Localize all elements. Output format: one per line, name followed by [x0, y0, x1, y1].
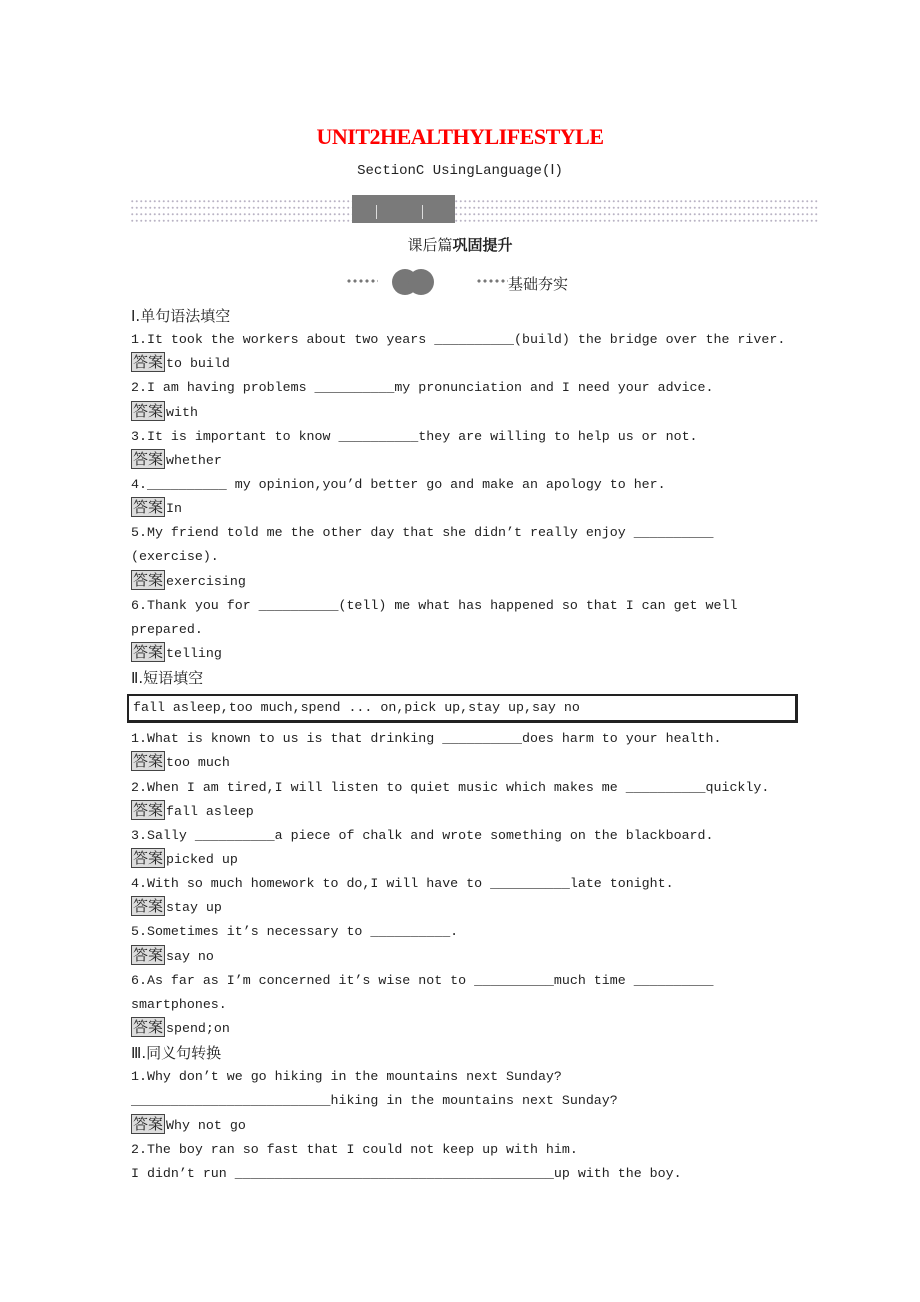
answer-text: In — [166, 501, 182, 517]
question-line: 3.It is important to know __________they are willing to help us or not. — [131, 428, 698, 444]
answer-line — [131, 401, 811, 425]
phrase-box: fall asleep,too much,spend ... on,pick up,stay up,say no — [127, 694, 798, 723]
answer-tag: 答案 — [133, 945, 164, 964]
answer-line — [131, 896, 811, 920]
question-line: 2.When I am tired,I will listen to quiet music which makes me __________quickly. — [131, 779, 770, 795]
answer-line — [131, 1017, 811, 1041]
answer-line — [131, 751, 811, 775]
question-line: smartphones. — [131, 996, 227, 1012]
answer-text: spend;on — [166, 1020, 230, 1036]
dots-icon — [476, 279, 508, 283]
exercise-content — [131, 304, 811, 1186]
answer-tag: 答案 — [133, 1017, 164, 1036]
answer-tag: 答案 — [133, 848, 164, 867]
answer-text: picked up — [166, 851, 238, 867]
after-class-prefix: 课后篇 — [407, 236, 453, 254]
question-line: 6.Thank you for __________(tell) me what has happened so that I can get well — [131, 597, 738, 613]
basic-badge — [346, 266, 646, 296]
section-heading: Ⅱ.短语填空 — [131, 669, 204, 688]
question-line: 2.I am having problems __________my pronunciation and I need your advice. — [131, 380, 714, 396]
answer-line — [131, 800, 811, 824]
answer-line — [131, 497, 811, 521]
decorative-dot-band — [130, 198, 818, 224]
answer-text: exercising — [166, 573, 246, 589]
answer-text: say no — [166, 948, 214, 964]
basic-label: 基础夯实 — [508, 275, 569, 293]
answer-text: to build — [166, 356, 230, 372]
question-line: 1.What is known to us is that drinking __________does harm to your health. — [131, 731, 722, 747]
answer-text: fall asleep — [166, 803, 254, 819]
answer-text: stay up — [166, 900, 222, 916]
answer-text: whether — [166, 452, 222, 468]
answer-line — [131, 570, 811, 594]
answer-tag: 答案 — [133, 800, 164, 819]
answer-tag: 答案 — [133, 642, 164, 661]
question-line: 5.Sometimes it’s necessary to __________. — [131, 924, 459, 940]
section-heading: Ⅰ.单句语法填空 — [131, 307, 231, 325]
decorative-banner-block — [352, 195, 455, 223]
dots-icon — [346, 279, 378, 283]
answer-line — [131, 945, 811, 969]
answer-tag: 答案 — [133, 353, 164, 372]
question-line: I didn’t run ________________________________________up with the boy. — [131, 1165, 682, 1181]
unit-title: UNIT2HEALTHYLIFESTYLE — [316, 124, 604, 149]
answer-text: too much — [166, 755, 230, 771]
after-class-bold: 巩固提升 — [452, 236, 513, 254]
answer-line — [131, 1114, 811, 1138]
answer-line — [131, 449, 811, 473]
answer-text: Why not go — [166, 1117, 246, 1133]
answer-line — [131, 848, 811, 872]
question-line: _________________________hiking in the mountains next Sunday? — [131, 1093, 618, 1109]
question-line: 4.__________ my opinion,you’d better go and make an apology to her. — [131, 476, 666, 492]
question-line: 5.My friend told me the other day that she didn’t really enjoy __________ — [131, 525, 714, 541]
question-line: 2.The boy ran so fast that I could not keep up with him. — [131, 1141, 578, 1157]
question-line: 4.With so much homework to do,I will have to __________late tonight. — [131, 876, 674, 892]
after-class-heading — [0, 234, 920, 255]
answer-line — [131, 642, 811, 666]
answer-line — [131, 352, 811, 376]
answer-tag: 答案 — [133, 449, 164, 468]
answer-tag: 答案 — [133, 1114, 164, 1133]
answer-tag: 答案 — [133, 897, 164, 916]
section-heading: Ⅲ.同义句转换 — [131, 1044, 222, 1063]
answer-text: telling — [166, 645, 222, 661]
circle-icon — [408, 269, 434, 295]
answer-tag: 答案 — [133, 570, 164, 589]
section-subtitle: SectionC UsingLanguage(Ⅰ) — [357, 163, 563, 179]
answer-tag: 答案 — [133, 752, 164, 771]
answer-text: with — [166, 404, 198, 420]
question-line: 3.Sally __________a piece of chalk and wrote something on the blackboard. — [131, 827, 714, 843]
answer-tag: 答案 — [133, 498, 164, 517]
question-line: prepared. — [131, 621, 203, 637]
answer-tag: 答案 — [133, 401, 164, 420]
question-line: 1.It took the workers about two years __________(build) the bridge over the river. — [131, 332, 786, 348]
question-line: 1.Why don’t we go hiking in the mountains next Sunday? — [131, 1069, 562, 1085]
question-line: 6.As far as I’m concerned it’s wise not to __________much time __________ — [131, 972, 714, 988]
question-line: (exercise). — [131, 549, 219, 565]
